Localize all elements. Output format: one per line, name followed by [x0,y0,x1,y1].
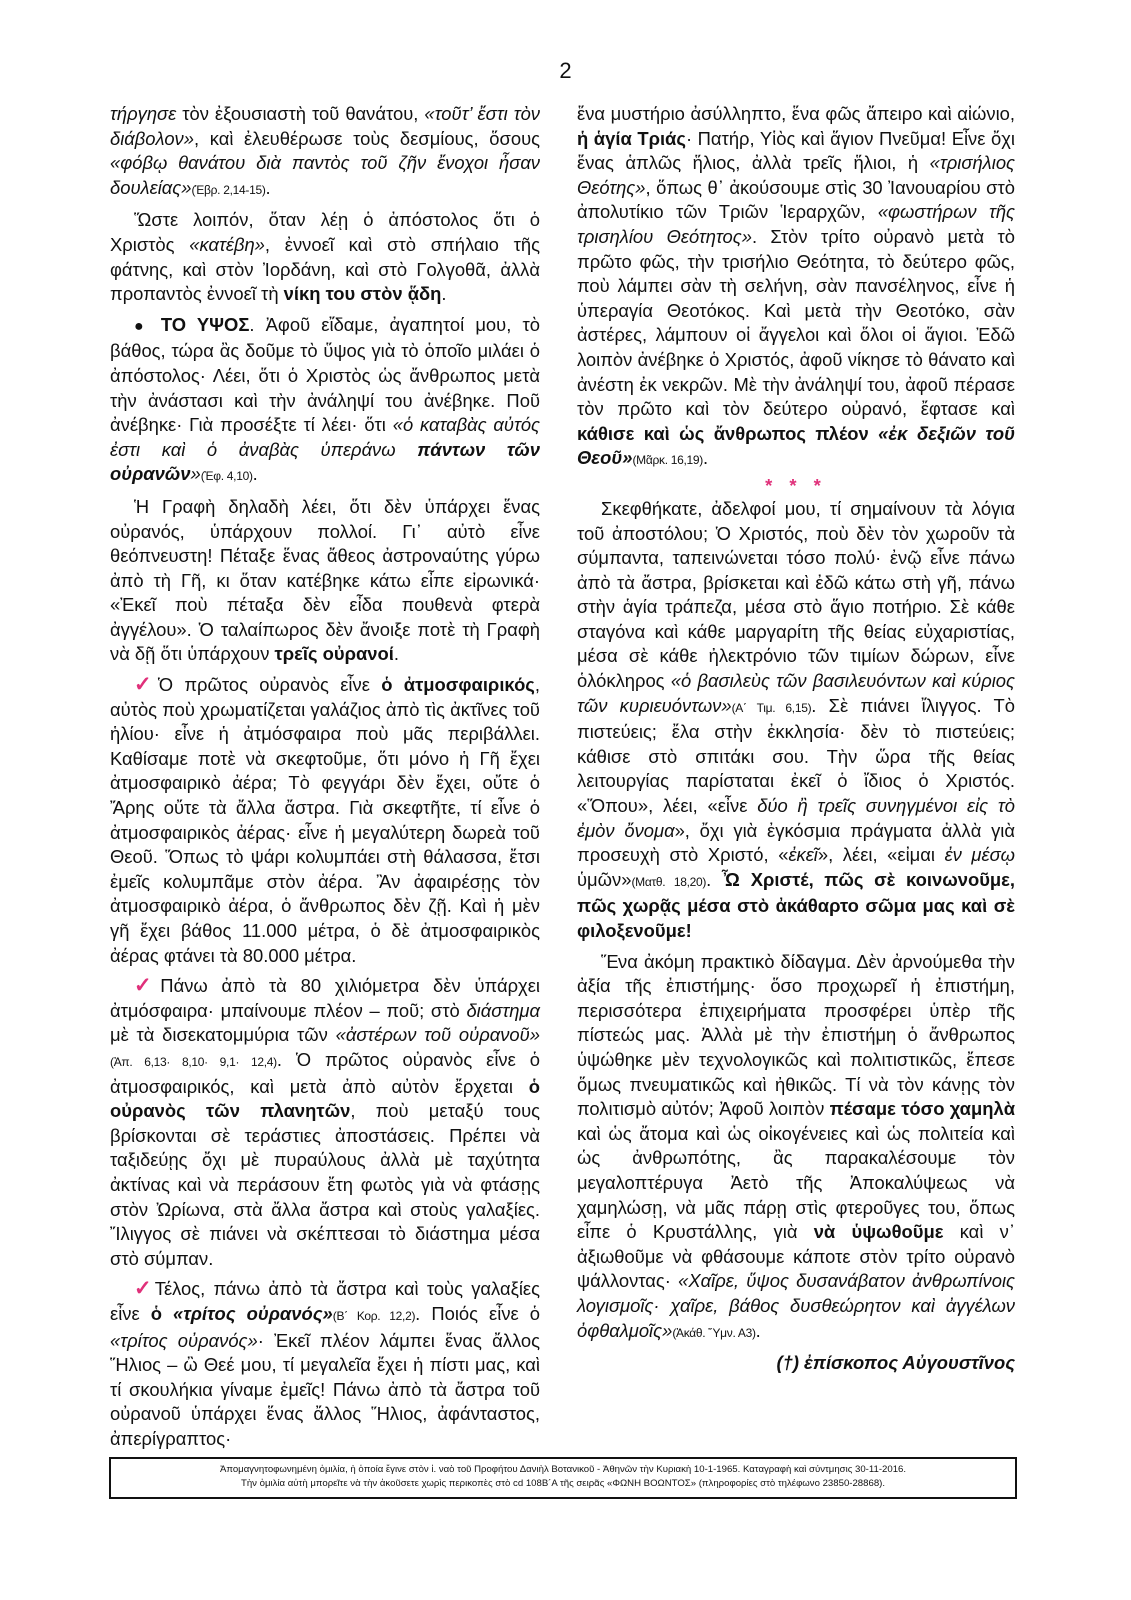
right-column [577,102,1015,1376]
paragraph: Ὥστε λοιπόν, ὅταν λέῃ ὁ ἀπόστολος ὅτι ὁ Χριστὸς «κατέβη», ἐννοεῖ καὶ στὸ σπήλαιο τῆς φάτνης, καὶ στὸν Ἰορδάνη, καὶ στὸ Γολγοθᾶ, ἀλλὰ προπαντὸς ἐννοεῖ τὴ νίκη του στὸν ᾅδη. [110,209,540,305]
paragraph: ✓Ὁ πρῶτος οὐρανὸς εἶνε ὁ ἀτμοσφαιρικός, αὐτὸς ποὺ χρωματίζεται γαλάζιος ἀπὸ τὶς ἀκτῖνες τοῦ ἡλίου· εἶνε ἡ ἀτμόσφαιρα ποὺ μᾶς περιβάλλει. Καθίσαμε ποτὲ νὰ σκεφτοῦμε, ὅτι μόνο ἡ Γῆ ἔχει ἀτμοσφαιρικὸ ἀέρα; Τὸ φεγγάρι δὲν ἔχει, οὔτε ὁ Ἄρης οὔτε τὰ ἄλλα ἄστρα. Γιὰ σκεφτῆτε, τί εἶνε ὁ ἀτμοσφαιρικὸς ἀέρας· εἶνε ἡ μεγαλύτερη δωρεὰ τοῦ Θεοῦ. Ὅπως τὸ ψάρι κολυμπάει στὴ θάλασσα, ἔτσι ἐμεῖς κολυμπᾶμε στὸν ἀέρα. Ἂν ἀφαιρέσῃς τὸν ἀτμοσφαιρικὸ ἀέρα, ὁ ἄνθρωπος δὲν ζῇ. Καὶ ἡ μὲν γῆ ἔχει βάθος 11.000 μέτρα, ὁ δὲ ἀτμοσφαιρικὸς ἀέρας φτάνει τὰ 80.000 μέτρα. [110,673,540,966]
paragraph: τήργησε τὸν ἐξουσιαστὴ τοῦ θανάτου, «τοῦτ’ ἔστι τὸν διάβολον», καὶ ἐλευθέρωσε τοὺς δεσμίους, ὅσους «φόβῳ θανάτου διὰ παντὸς τοῦ ζῆν ἔνοχοι ἦσαν δουλείας»(Ἑβρ. 2,14-15). [110,103,540,198]
signature: (†) ἐπίσκοπος Αὐγουστῖνος [776,1352,1015,1374]
footer-line-2: Τὴν ὁμιλία αὐτὴ μπορεῖτε νὰ τὴν ἀκοῦσετε χωρὶς περικοπὲς στὸ cd 108Β´Α τῆς σειρᾶς «ΦΩΝΗ ΒΟΩΝΤΟΣ» (πληροφορίες στὸ τηλέφωνο 23850-28868). [240,1478,886,1489]
paragraph: Ἡ Γραφὴ δηλαδὴ λέει, ὅτι δὲν ὑπάρχει ἕνας οὐρανός, ὑπάρχουν πολλοί. Γι᾽ αὐτὸ εἶνε θεόπνευστη! Πέταξε ἕνας ἄθεος ἀστροναύτης γύρω ἀπὸ τὴ Γῆ, κι ὅταν κατέβηκε κάτω εἶπε εἰρωνικά· «Ἐκεῖ ποὺ πέταξα δὲν εἶδα πουθενὰ φτερὰ ἀγγέλου». Ὁ ταλαίπωρος δὲν ἄνοιξε ποτὲ τὴ Γραφὴ νὰ δῇ ὅτι ὑπάρχουν τρεῖς οὐρανοί. [110,495,540,665]
left-column [110,102,540,1457]
paragraph: ✓Πάνω ἀπὸ τὰ 80 χιλιόμετρα δὲν ὑπάρχει ἀτμόσφαιρα· μπαίνουμε πλέον – ποῦ; στὸ διάστημα μὲ τὰ δισεκατομμύρια τῶν «ἀστέρων τοῦ οὐρανοῦ» (Ἀπ. 6,13· 8,10· 9,1· 12,4). Ὁ πρῶτος οὐρανὸς εἶνε ὁ ἀτμοσφαιρικός, καὶ μετὰ ἀπὸ αὐτὸν ἔρχεται ὁ οὐρανὸς τῶν πλανητῶν, ποὺ μεταξύ τους βρίσκονται σὲ τεράστιες ἀποστάσεις. Πρέπει νὰ ταξιδεύῃς ὄχι μὲ πυραύλους ἀλλὰ μὲ ταχύτητα ἀκτίνας καὶ νὰ περάσουν ἔτη φωτὸς γιὰ νὰ φτάσῃς στὸν Ὠρίωνα, στὰ ἄλλα ἄστρα καὶ στοὺς γαλαξίες. Ἴλιγγος σὲ πιάνει νὰ σκέπτεσαι τὸ διάστημα μέσα στὸ σύμπαν. [110,974,540,1269]
paragraph: ✓Τέλος, πάνω ἀπὸ τὰ ἄστρα καὶ τοὺς γαλαξίες εἶνε ὁ «τρίτος οὐρανός»(Β΄ Κορ. 12,2). Ποιός εἶνε ὁ «τρίτος οὐρανός»· Ἐκεῖ πλέον λάμπει ἕνας ἄλλος Ἥλιος – ὢ Θεέ μου, τί μεγαλεῖα ἔχει ἡ πίστι μας, καὶ τί σκουλήκια γίναμε ἐμεῖς! Πάνω ἀπὸ τὰ ἄστρα τοῦ οὐρανοῦ ὑπάρχει ἕνας ἄλλος Ἥλιος, ἀφάνταστος, ἀπερίγραπτος· [110,1277,541,1449]
section-separator: * * * [765,474,827,496]
page-number: 2 [559,58,572,83]
paragraph: Ἕνα ἀκόμη πρακτικὸ δίδαγμα. Δὲν ἀρνούμεθα τὴν ἀξία τῆς ἐπιστήμης· ὅσο προχωρεῖ ἡ ἐπιστήμη, περισσότερα ἐπιχειρήματα προσφέρει ὑπὲρ τῆς πίστεώς μας. Ἀλλὰ μὲ τὴν ἐπιστήμη ὁ ἄνθρωπος ὑψώθηκε μὲν τεχνολογικῶς καὶ πολιτιστικῶς, ἔπεσε ὅμως πνευματικῶς καὶ ἠθικῶς. Τί νὰ τὸν κάνῃς τὸν πολιτισμὸ αὐτόν; Ἀφοῦ λοιπὸν πέσαμε τόσο χαμηλὰ καὶ ὡς ἄτομα καὶ ὡς οἰκογένειες καὶ ὡς πολιτεία καὶ ὡς ἀνθρωπότης, ἂς παρακαλέσουμε τὸν μεγαλοπτέρυγα Ἀετὸ τῆς Ἀποκαλύψεως νὰ χαμηλώσῃ, νὰ μᾶς πάρῃ στὶς φτεροῦγες του, ὅπως εἶπε ὁ Κρυστάλλης, γιὰ νὰ ὑψωθοῦμε καὶ ν᾽ ἀξιωθοῦμε νὰ φθάσουμε κάποτε στὸν τρίτο οὐρανὸ ψάλλοντας· «Χαῖρε, ὕψος δυσανάβατον ἀνθρωπίνοις λογισμοῖς· χαῖρε, βάθος δυσθεώρητον καὶ ἀγγέλων ὀφθαλμοῖς»(Ἀκάθ. Ὕμν. Α3). [577,950,1016,1341]
footer-box [109,1457,1017,1499]
paragraph: ἕνα μυστήριο ἀσύλληπτο, ἕνα φῶς ἄπειρο καὶ αἰώνιο, ἡ ἁγία Τριάς· Πατήρ, Υἱὸς καὶ ἅγιον Πνεῦμα! Εἶνε ὄχι ἕνας ἁπλῶς ἥλιος, ἀλλὰ τρεῖς ἥλιοι, ἡ «τρισήλιος Θεότης», ὅπως θ᾽ ἀκούσουμε στὶς 30 Ἰανουαρίου στὸ ἀπολυτίκιο τῶν Τριῶν Ἱεραρχῶν, «φωστήρων τῆς τρισηλίου Θεότητος». Στὸν τρίτο οὐρανὸ μετὰ τὸ πρῶτο φῶς, τὴν τρισήλιο Θεότητα, τὸ δεύτερο φῶς, ποὺ λάμπει σὰν τὴ σελήνη, σὰν πανσέληνος, εἶνε ἡ ὑπεραγία Θεοτόκος. Καὶ μετὰ τὴν Θεοτόκο, σὰν ἀστέρες, λάμπουν οἱ ἄγγελοι καὶ ὅλοι οἱ ἅγιοι. Ἐδῶ λοιπὸν ἀνέβηκε ὁ Χριστός, ἀφοῦ νίκησε τὸ θάνατο καὶ ἀνέστη ἐκ νεκρῶν. Μὲ τὴν ἀνάληψί του, ἀφοῦ πέρασε τὸν πρῶτο καὶ τὸν δεύτερο οὐρανό, ἔφτασε καὶ κάθισε καὶ ὡς ἄνθρωπος πλέον «ἐκ δεξιῶν τοῦ Θεοῦ»(Μᾶρκ. 16,19). [577,103,1016,469]
footer-line-1: Ἀπομαγνητοφωνημένη ὁμιλία, ἡ ὁποία ἔγινε στὸν ἱ. ναὸ τοῦ Προφήτου Δανιὴλ Βοτανικοῦ - Ἀθηνῶν τὴν Κυριακὴ 10-1-1965. Καταγραφὴ καὶ σύντμησις 30-11-2016. [219,1464,907,1475]
paragraph: Σκεφθήκατε, ἀδελφοί μου, τί σημαίνουν τὰ λόγια τοῦ ἀποστόλου; Ὁ Χριστός, ποὺ δὲν τὸν χωροῦν τὰ σύμπαντα, ταπεινώνεται τόσο πολύ· ἐνῷ εἶνε πάνω ἀπὸ τὰ ἄστρα, βρίσκεται καὶ ἐδῶ κάτω στὴ γῆ, πάνω στὴν ἁγία τράπεζα, μέσα στὸ ἅγιο ποτήριο. Σὲ κάθε σταγόνα καὶ κάθε μαργαρίτη τῆς θείας εὐχαριστίας, μέσα σὲ κάθε ἠλεκτρόνιο τῶν τιμίων δώρων, εἶνε ὁλόκληρος «ὁ βασιλεὺς τῶν βασιλευόντων καὶ κύριος τῶν κυριευόντων»(Α΄ Τιμ. 6,15). Σὲ πιάνει ἴλιγγος. Τὸ πιστεύεις; ἔλα στὴν ἐκκλησία· δὲν τὸ πιστεύεις; κάθισε στὸ σπιτάκι σου. Τὴν ὥρα τῆς θείας λειτουργίας παρίσταται ἐκεῖ ὁ ἴδιος ὁ Χριστός. «Ὅπου», λέει, «εἶνε δύο ἢ τρεῖς συνηγμένοι εἰς τὸ ἐμὸν ὄνομα», ὄχι γιὰ ἐγκόσμια πράγματα ἀλλὰ γιὰ προσευχὴ στὸ Χριστό, «ἐκεῖ», λέει, «εἰμαι ἐν μέσῳ ὑμῶν»(Ματθ. 18,20). Ὦ Χριστέ, πῶς σὲ κοινωνοῦμε, πῶς χωρᾷς μέσα στὸ ἀκάθαρτο σῶμα μας καὶ σὲ φιλοξενοῦμε! [577,497,1016,941]
paragraph: ● ΤΟ ΥΨΟΣ. Ἀφοῦ εἴδαμε, ἀγαπητοί μου, τὸ βάθος, τώρα ἂς δοῦμε τὸ ὕψος γιὰ τὸ ὁποῖο μιλάει ὁ ἀπόστολος· Λέει, ὅτι ὁ Χριστὸς ὡς ἄνθρωπος μετὰ τὴν ἀνάστασι καὶ τὴν ἀνάληψί του ἀνέβηκε. Ποῦ ἀνέβηκε· Γιὰ προσέξτε τί λέει· ὅτι «ὁ καταβὰς αὐτός ἐστι καὶ ὁ ἀναβὰς ὑπεράνω πάντων τῶν οὐρανῶν»(Ἐφ. 4,10). [110,313,540,485]
